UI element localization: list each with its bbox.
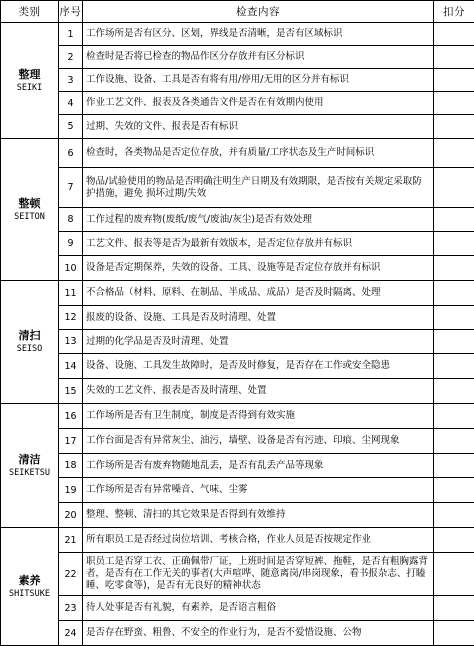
table-row	[1, 208, 474, 232]
score-cell[interactable]	[434, 596, 474, 621]
category-cell	[1, 528, 59, 646]
table-row	[1, 354, 474, 379]
item-number: 2	[59, 46, 83, 69]
table-row	[1, 429, 474, 454]
category-name-cn: 整理	[1, 68, 58, 82]
item-content: 报废的设备、设施、工具是否及时清理、处置	[83, 306, 434, 330]
header-row	[1, 1, 474, 23]
score-cell[interactable]	[434, 306, 474, 330]
header-score: 扣分	[434, 1, 474, 23]
table-body	[1, 23, 474, 646]
category-name-cn: 清洁	[1, 453, 58, 467]
item-content: 检查时，各类物品是否定位存放，并有质量/工序状态及生产时间标识	[83, 139, 434, 168]
item-number: 14	[59, 354, 83, 379]
item-content: 物品/试验使用的物品是否明确注明生产日期及有效期限，是否按有关规定采取防护措施，避免 损坏过期/失效	[83, 168, 434, 208]
score-cell[interactable]	[434, 256, 474, 281]
table-row	[1, 115, 474, 139]
score-cell[interactable]	[434, 92, 474, 115]
table-row	[1, 503, 474, 528]
item-content: 工作场所是否有卫生制度，制度是否得到有效实施	[83, 404, 434, 429]
item-number: 7	[59, 168, 83, 208]
table-row	[1, 139, 474, 168]
category-name-en: SEIKETSU	[1, 467, 58, 479]
category-name-cn: 素养	[1, 574, 58, 588]
item-number: 9	[59, 232, 83, 256]
item-number: 10	[59, 256, 83, 281]
table-row	[1, 92, 474, 115]
category-cell	[1, 139, 59, 281]
table-row	[1, 528, 474, 553]
item-content: 工作场所是否有区分、区划，界线是否清晰，是否有区域标识	[83, 23, 434, 46]
item-number: 13	[59, 330, 83, 354]
item-number: 4	[59, 92, 83, 115]
item-number: 17	[59, 429, 83, 454]
table-row	[1, 553, 474, 596]
score-cell[interactable]	[434, 478, 474, 503]
item-number: 23	[59, 596, 83, 621]
table-row	[1, 621, 474, 646]
item-number: 16	[59, 404, 83, 429]
score-cell[interactable]	[434, 168, 474, 208]
score-cell[interactable]	[434, 115, 474, 139]
item-number: 3	[59, 69, 83, 92]
item-content: 是否存在野蛮、粗鲁、不安全的作业行为，是否不爱惜设施、公物	[83, 621, 434, 646]
score-cell[interactable]	[434, 354, 474, 379]
item-content: 工艺文件、报表等是否为最新有效版本，是否定位存放并有标识	[83, 232, 434, 256]
header-category: 类别	[1, 1, 59, 23]
item-number: 20	[59, 503, 83, 528]
score-cell[interactable]	[434, 454, 474, 478]
table-row	[1, 232, 474, 256]
item-content: 工作台面是否有异常灰尘、油污，墙壁、设备是否有污迹、印痕、尘网现象	[83, 429, 434, 454]
item-content: 整理、整顿、清扫的其它效果是否得到有效维持	[83, 503, 434, 528]
table-row	[1, 404, 474, 429]
item-number: 24	[59, 621, 83, 646]
item-number: 19	[59, 478, 83, 503]
item-content: 所有职员工是否经过岗位培训、考核合格，作业人员是否按规定作业	[83, 528, 434, 553]
item-content: 过期、失效的文件、报表是否有标识	[83, 115, 434, 139]
score-cell[interactable]	[434, 232, 474, 256]
category-name-en: SHITSUKE	[1, 588, 58, 600]
category-cell	[1, 23, 59, 139]
score-cell[interactable]	[434, 429, 474, 454]
score-cell[interactable]	[434, 621, 474, 646]
category-cell	[1, 404, 59, 528]
item-content: 失效的工艺文件、报表是否及时清理、处置	[83, 379, 434, 404]
item-content: 设备是否定期保养，失效的设备、工具、设施等是否定位存放并有标识	[83, 256, 434, 281]
table-row	[1, 256, 474, 281]
category-name-en: SEIKI	[1, 82, 58, 94]
category-name-en: SEITON	[1, 211, 58, 223]
table-row	[1, 46, 474, 69]
table-row	[1, 330, 474, 354]
table-row	[1, 306, 474, 330]
item-content: 设备、设施、工具发生故障时，是否及时修复，是否存在工作或安全隐患	[83, 354, 434, 379]
score-cell[interactable]	[434, 139, 474, 168]
item-content: 过期的化学品是否及时清理、处置	[83, 330, 434, 354]
table-row	[1, 281, 474, 306]
header-content: 检查内容	[83, 1, 434, 23]
category-name-en: SEISO	[1, 343, 58, 355]
item-content: 职员工是否穿工衣、正确佩带厂证，上班时间是否穿短裤、拖鞋，是否有粗胸露背者，是否有在工作无关的事者(大声喧哗、随意离岗/串岗现象，看书报杂志、打瞌睡、吃零食等)，是否有无良好的精神状态	[83, 553, 434, 596]
item-number: 1	[59, 23, 83, 46]
item-number: 11	[59, 281, 83, 306]
score-cell[interactable]	[434, 330, 474, 354]
item-content: 工作场所是否有废弃物随地乱丢，是否有乱丢产品等现象	[83, 454, 434, 478]
item-number: 6	[59, 139, 83, 168]
score-cell[interactable]	[434, 69, 474, 92]
table-row	[1, 379, 474, 404]
score-cell[interactable]	[434, 23, 474, 46]
item-content: 工作设施、设备、工具是否有将有用/停用/无用的区分并有标识	[83, 69, 434, 92]
category-name-cn: 整顿	[1, 197, 58, 211]
item-number: 15	[59, 379, 83, 404]
score-cell[interactable]	[434, 46, 474, 69]
category-name-cn: 清扫	[1, 329, 58, 343]
table-row	[1, 596, 474, 621]
item-content: 不合格品（材料、原料、在制品、半成品、成品）是否及时隔离、处理	[83, 281, 434, 306]
item-number: 18	[59, 454, 83, 478]
score-cell[interactable]	[434, 404, 474, 429]
score-cell[interactable]	[434, 528, 474, 553]
category-cell	[1, 281, 59, 404]
item-number: 5	[59, 115, 83, 139]
item-number: 12	[59, 306, 83, 330]
item-content: 工作过程的废弃物(废纸/废气/废油/灰尘)是否有效处理	[83, 208, 434, 232]
score-cell[interactable]	[434, 503, 474, 528]
score-cell[interactable]	[434, 208, 474, 232]
table-row	[1, 69, 474, 92]
item-number: 22	[59, 553, 83, 596]
score-cell[interactable]	[434, 553, 474, 596]
table-row	[1, 23, 474, 46]
item-number: 8	[59, 208, 83, 232]
item-content: 工作场所是否有异常噪音、气味、尘雾	[83, 478, 434, 503]
table-row	[1, 478, 474, 503]
table-row	[1, 454, 474, 478]
item-number: 21	[59, 528, 83, 553]
table-row	[1, 168, 474, 208]
score-cell[interactable]	[434, 379, 474, 404]
header-number: 序号	[59, 1, 83, 23]
item-content: 检查时是否将已检查的物品作区分存放并有区分标识	[83, 46, 434, 69]
item-content: 待人处事是否有礼貌，有素养，是否语言粗俗	[83, 596, 434, 621]
item-content: 作业工艺文件、报表及各类通告文件是否在有效期内使用	[83, 92, 434, 115]
score-cell[interactable]	[434, 281, 474, 306]
